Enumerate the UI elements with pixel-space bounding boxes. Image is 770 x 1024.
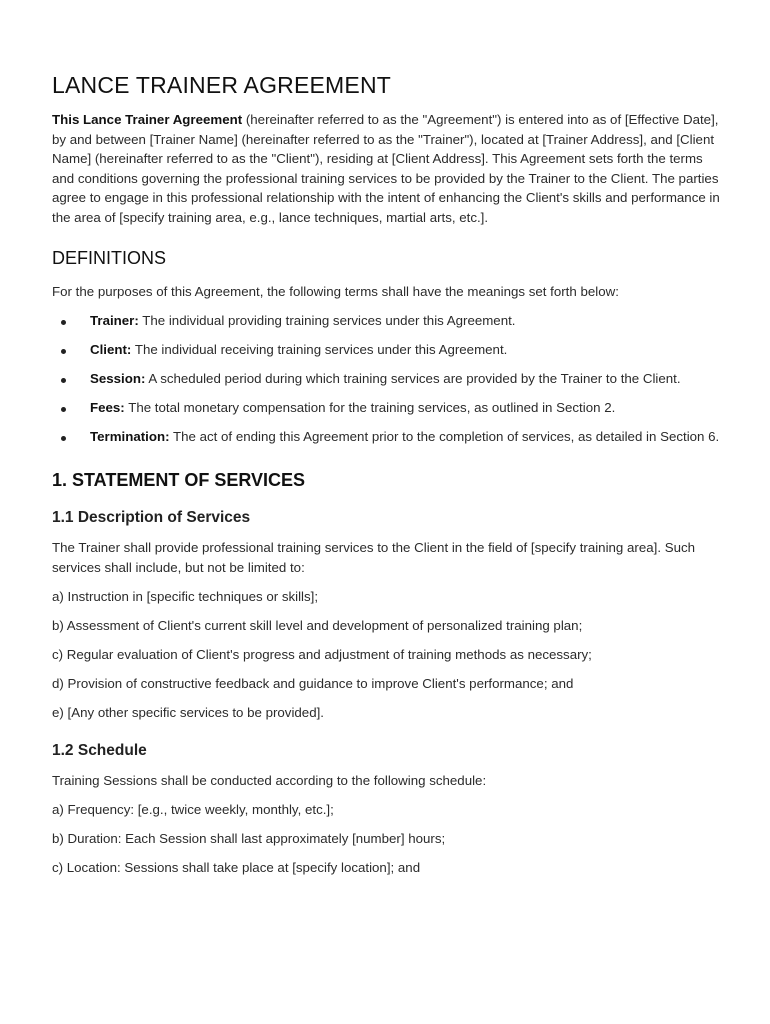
definition-item <box>52 398 722 418</box>
services-list <box>52 587 722 723</box>
bullet-icon <box>61 320 66 325</box>
definition-item <box>52 369 722 389</box>
section-1-1-lead: The Trainer shall provide professional training services to the Client in the field of [specify training area]. Such services shall include, but not be limited to: <box>52 540 696 575</box>
section-1-heading: 1. STATEMENT OF SERVICES <box>52 470 306 490</box>
definition-text: The individual providing training services under this Agreement. <box>138 312 516 328</box>
definition-item <box>52 340 722 360</box>
definitions-list <box>52 311 722 447</box>
definition-text: The act of ending this Agreement prior to the completion of services, as detailed in Section 6. <box>169 428 720 444</box>
schedule-item: b) Duration: Each Session shall last approximately [number] hours; <box>52 831 446 846</box>
service-item: b) Assessment of Client's current skill level and development of personalized training plan; <box>52 617 583 633</box>
document-title: LANCE TRAINER AGREEMENT <box>52 72 392 98</box>
schedule-item: c) Location: Sessions shall take place at [specify location]; and <box>52 860 421 875</box>
definition-text: A scheduled period during which training services are provided by the Trainer to the Client. <box>145 370 681 386</box>
definition-text: The individual receiving training services under this Agreement. <box>131 341 508 357</box>
definitions-heading: DEFINITIONS <box>52 248 167 268</box>
section-1-1-heading: 1.1 Description of Services <box>52 509 251 526</box>
service-item: d) Provision of constructive feedback and guidance to improve Client's performance; and <box>52 675 574 691</box>
intro-paragraph <box>52 110 722 227</box>
section-1-2-heading: 1.2 Schedule <box>52 742 147 759</box>
definition-term: Trainer: <box>90 312 139 328</box>
service-item: e) [Any other specific services to be provided]. <box>52 704 324 720</box>
document-body <box>52 70 722 878</box>
definitions-lead: For the purposes of this Agreement, the following terms shall have the meanings set forth below: <box>52 284 619 299</box>
definition-text: The total monetary compensation for the training services, as outlined in Section 2. <box>124 399 616 415</box>
intro-bold-lead: This Lance Trainer Agreement <box>52 112 243 127</box>
service-item: a) Instruction in [specific techniques or skills]; <box>52 588 319 604</box>
definition-term: Termination: <box>90 428 170 444</box>
bullet-icon <box>61 407 66 412</box>
bullet-icon <box>61 378 66 383</box>
definition-item <box>52 311 722 331</box>
intro-text: (hereinafter referred to as the "Agreement") is entered into as of [Effective Date], by and between [Trainer Name] (hereinafter referred to as the "Trainer"), located at [Trainer Address], and [Client Name] (hereinafter referred to as the "Client"), residing at [Client Address]. This Agreement sets forth the terms and conditions governing the professional training services to be provided by the Trainer to the Client. The parties agree to engage in this professional relationship with the intent of enhancing the Client's skills and performance in the area of [specify training area, e.g., lance techniques, martial arts, etc.]. <box>52 112 720 225</box>
bullet-icon <box>61 349 66 354</box>
definition-term: Fees: <box>90 399 125 415</box>
definition-term: Session: <box>90 370 146 386</box>
definition-term: Client: <box>90 341 132 357</box>
bullet-icon <box>61 436 66 441</box>
schedule-list <box>52 800 722 878</box>
section-1-2-lead: Training Sessions shall be conducted according to the following schedule: <box>52 773 487 788</box>
schedule-item: a) Frequency: [e.g., twice weekly, monthly, etc.]; <box>52 802 334 817</box>
service-item: c) Regular evaluation of Client's progress and adjustment of training methods as necessary; <box>52 646 592 662</box>
definition-item <box>52 427 722 447</box>
